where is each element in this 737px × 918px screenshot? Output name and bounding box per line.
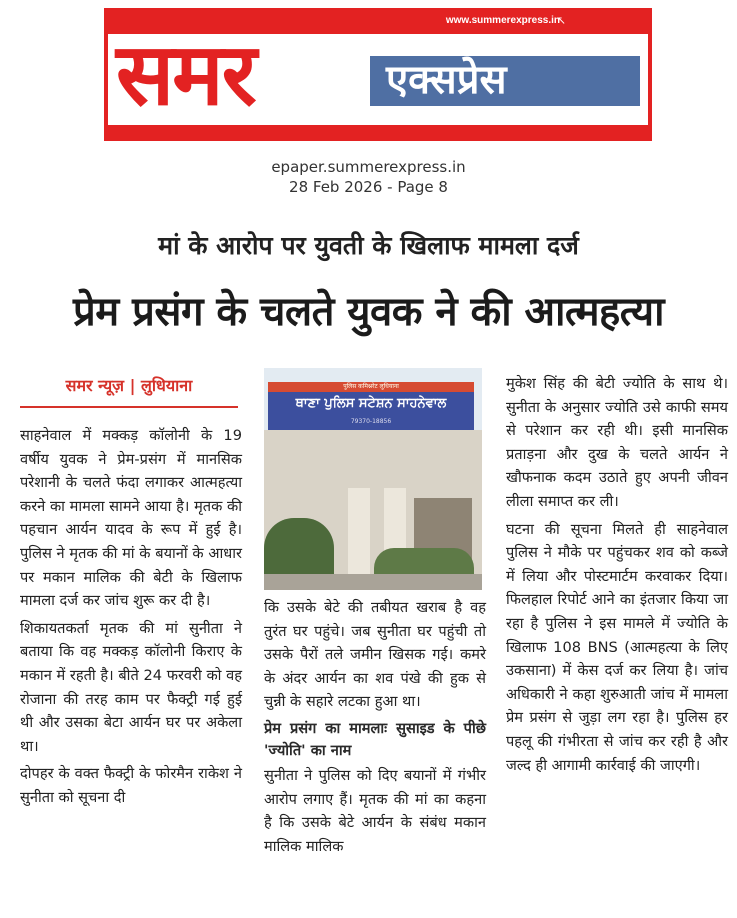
byline-source: समर न्यूज़ bbox=[65, 376, 125, 395]
paragraph: सुनीता ने पुलिस को दिए बयानों में गंभीर आरोप लगाए हैं। मृतक की मां का कहना है कि उसके बेटे आर्यन के संबंध मकान मालिक मालिक bbox=[264, 766, 486, 855]
masthead-brand-name: समर bbox=[116, 25, 255, 125]
article-kicker: मां के आरोप पर युवती के खिलाफ मामला दर्ज bbox=[158, 231, 579, 260]
masthead-brand-sub: एक्सप्रेस bbox=[386, 57, 507, 103]
paragraph: शिकायतकर्ता मृतक की मां सुनीता ने बताया कि वह मक्कड़ कॉलोनी किराए के मकान में रहती है। बीते 24 फरवरी को वह रोजाना की तरह काम पर फैक्ट्री गई हुई थी और उसका बेटा आर्यन घर पर अकेला था। bbox=[20, 619, 242, 755]
photo-floor bbox=[264, 574, 482, 590]
cursor-arrow-icon: ↖ bbox=[556, 14, 566, 27]
paragraph: घटना की सूचना मिलते ही साहनेवाल पुलिस ने मौके पर पहुंचकर शव को कब्जे में लिया और पोस्टमार्टम करवाकर दिया। फिलहाल रिपोर्ट आने का इंतजार किया जा रहा है पुलिस ने इस मामले में ज्योति के खिलाफ 108 BNS (आत्महत्या के लिए उकसाना) में केस दर्ज कर लिया है। जांच अधिकारी ने कहा शुरुआती जांच में मामला प्रेम प्रसंग से जुड़ा लग रहा है। पुलिस हर पहलू की गंभीरता से जांच कर रही है और जल्द ही आगामी कार्रवाई की जाएगी। bbox=[506, 520, 728, 774]
paragraph: दोपहर के वक्त फैक्ट्री के फोरमैन राकेश ने सुनीता को सूचना दी bbox=[20, 765, 242, 806]
byline-city: लुधियाना bbox=[141, 376, 193, 395]
article-column-2 bbox=[264, 596, 486, 862]
byline-separator: | bbox=[129, 376, 142, 395]
masthead-logo bbox=[104, 8, 652, 141]
police-station-photo bbox=[264, 368, 482, 590]
masthead-url[interactable]: www.summerexpress.in bbox=[445, 15, 560, 26]
paragraph: मुकेश सिंह की बेटी ज्योति के साथ थे। सुनीता के अनुसार ज्योति उसे काफी समय से परेशान कर रही थी। इसी मानसिक प्रताड़ना और दुख के चलते आर्यन ने खौफनाक कदम उठाते हुए अपनी जीवन लीला समाप्त कर ली। bbox=[506, 375, 728, 510]
article-column-3 bbox=[506, 372, 728, 781]
paragraph: कि उसके बेटे की तबीयत खराब है वह तुरंत घर पहुंचे। जब सुनीता घर पहुंची तो उसके पैरों तले जमीन खिसक गई। कमरे के अंदर आर्यन का शव पंखे की हुक से चुन्नी के सहारे लटका हुआ था। bbox=[264, 599, 486, 711]
article-column-1 bbox=[20, 424, 242, 814]
article-headline: प्रेम प्रसंग के चलते युवक ने की आत्महत्या bbox=[73, 289, 664, 335]
sign-phone-text: 79370-18856 bbox=[350, 418, 392, 425]
byline-rule bbox=[20, 406, 238, 408]
masthead-bottom-bar bbox=[108, 125, 648, 137]
edition-date-page: 28 Feb 2026 - Page 8 bbox=[289, 178, 448, 196]
article-byline bbox=[20, 374, 238, 396]
sign-main-text: ਥਾਣਾ ਪੁਲਿਸ ਸਟੇਸ਼ਨ ਸਾਹਨੇਵਾਲ bbox=[295, 396, 447, 411]
photo-tree bbox=[264, 518, 334, 578]
article-subhead: प्रेम प्रसंग का मामलाः सुसाइड के पीछे 'ज्योति' का नाम bbox=[264, 719, 486, 759]
epaper-site[interactable]: epaper.summerexpress.in bbox=[271, 158, 466, 176]
sign-top-text: पुलिस कमिश्नरेट लुधियाना bbox=[343, 383, 399, 390]
police-station-sign bbox=[268, 382, 474, 430]
paragraph: साहनेवाल में मक्कड़ कॉलोनी के 19 वर्षीय युवक ने प्रेम-प्रसंग में मानसिक परेशानी के चलते फंदा लगाकर आत्महत्या करने का मामला सामने आया है। मृतक की पहचान आर्यन यादव के रूप में हुई है। पुलिस ने मृतक की मां के बयानों के आधार पर मकान मालिक की बेटी के खिलाफ मामला दर्ज कर जांच शुरू कर दी है। bbox=[20, 427, 242, 610]
